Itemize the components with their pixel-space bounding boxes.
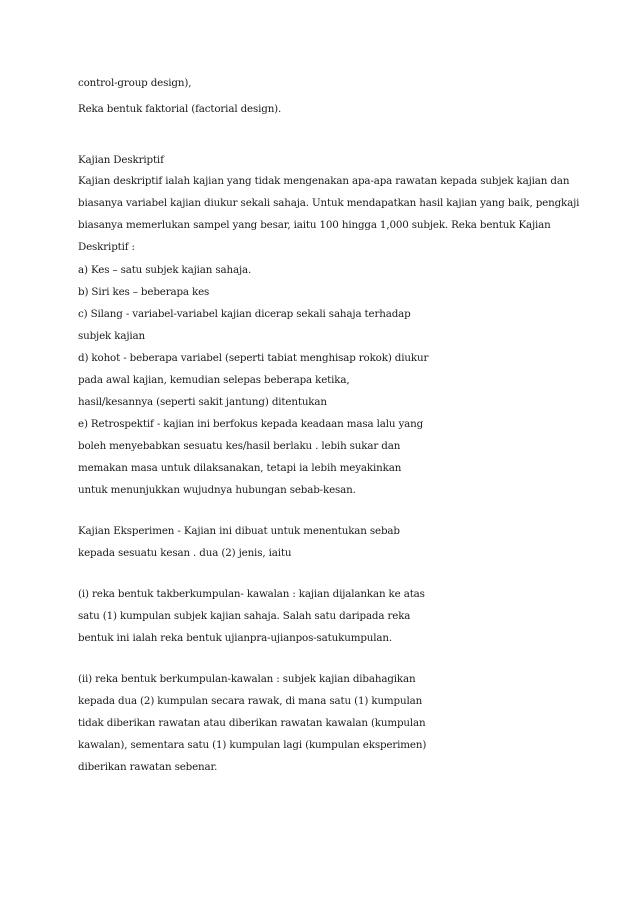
text-line: untuk menunjukkan wujudnya hubungan sebab-kesan. [78,484,356,496]
text-line: Kajian deskriptif ialah kajian yang tidak mengenakan apa-apa rawatan kepada subjek kajian dan [78,175,570,187]
text-line: hasil/kesannya (seperti sakit jantung) ditentukan [78,396,327,408]
list-item: d) kohot - beberapa variabel (seperti tabiat menghisap rokok) diukur [78,352,429,364]
text-line: Deskriptif : [78,241,135,253]
text-line: satu (1) kumpulan subjek kajian sahaja. Salah satu daripada reka [78,610,411,622]
list-item: (i) reka bentuk takberkumpulan- kawalan : kajian dijalankan ke atas [78,588,425,600]
text-line: Reka bentuk faktorial (factorial design). [78,103,282,115]
list-item: (ii) reka bentuk berkumpulan-kawalan : subjek kajian dibahagikan [78,673,416,685]
text-line: biasanya memerlukan sampel yang besar, iaitu 100 hingga 1,000 subjek. Reka bentuk Kajian [78,219,551,231]
text-line: control-group design), [78,77,192,89]
text-line: diberikan rawatan sebenar. [78,761,218,773]
section-heading-eksperimen: Kajian Eksperimen - Kajian ini dibuat untuk menentukan sebab [78,525,400,537]
text-line: bentuk ini ialah reka bentuk ujianpra-ujianpos-satukumpulan. [78,632,392,644]
list-item: b) Siri kes – beberapa kes [78,286,210,298]
list-item: c) Silang - variabel-variabel kajian dicerap sekali sahaja terhadap [78,308,411,320]
text-line: biasanya variabel kajian diukur sekali sahaja. Untuk mendapatkan hasil kajian yang baik, pengkaji [78,197,580,209]
text-line: pada awal kajian, kemudian selepas beberapa ketika, [78,374,350,386]
text-line: kepada dua (2) kumpulan secara rawak, di mana satu (1) kumpulan [78,695,423,707]
list-item: e) Retrospektif - kajian ini berfokus kepada keadaan masa lalu yang [78,418,424,430]
section-heading-deskriptif: Kajian Deskriptif [78,154,164,166]
text-line: memakan masa untuk dilaksanakan, tetapi ia lebih meyakinkan [78,462,402,474]
text-line: subjek kajian [78,330,145,342]
text-line: kepada sesuatu kesan . dua (2) jenis, iaitu [78,547,292,559]
text-line: tidak diberikan rawatan atau diberikan rawatan kawalan (kumpulan [78,717,426,729]
text-line: boleh menyebabkan sesuatu kes/hasil berlaku . lebih sukar dan [78,440,401,452]
list-item: a) Kes – satu subjek kajian sahaja. [78,264,252,276]
text-line: kawalan), sementara satu (1) kumpulan lagi (kumpulan eksperimen) [78,739,427,751]
